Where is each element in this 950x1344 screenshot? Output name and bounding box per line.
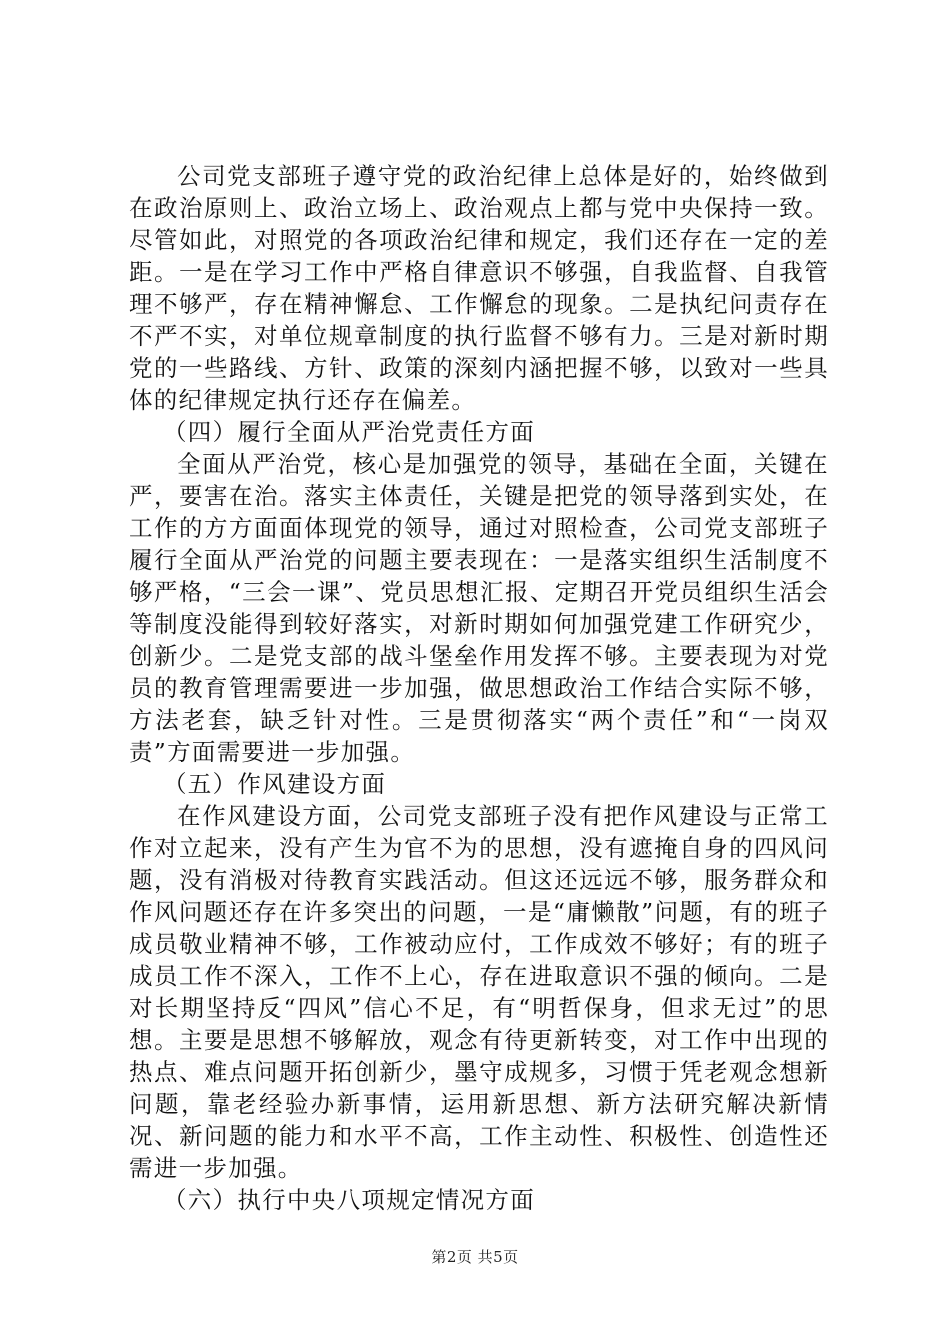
- page-footer: 第2页 共5页: [431, 1248, 519, 1266]
- document-body: [129, 160, 829, 1216]
- paragraph-party-governance: 全面从严治党，核心是加强党的领导，基础在全面，关键在严，要害在治。落实主体责任，关键是把党的领导落到实处，在工作的方方面面体现党的领导，通过对照检查，公司党支部班子履行全面从严治党的问题主要表现在：一是落实组织生活制度不够严格，“三会一课”、党员思想汇报、定期召开党员组织生活会等制度没能得到较好落实，对新时期如何加强党建工作研究少，创新少。二是党支部的战斗堡垒作用发挥不够。主要表现为对党员的教育管理需要进一步加强，做思想政治工作结合实际不够，方法老套，缺乏针对性。三是贯彻落实“两个责任”和“一岗双责”方面需要进一步加强。: [129, 450, 829, 766]
- section-heading-4: （四）履行全面从严治党责任方面: [163, 418, 535, 446]
- section-heading-5: （五）作风建设方面: [163, 770, 387, 798]
- paragraph-political-discipline: 公司党支部班子遵守党的政治纪律上总体是好的，始终做到在政治原则上、政治立场上、政治观点上都与党中央保持一致。尽管如此，对照党的各项政治纪律和规定，我们还存在一定的差距。一是在学习工作中严格自律意识不够强，自我监督、自我管理不够严，存在精神懈怠、工作懈怠的现象。二是执纪问责存在不严不实，对单位规章制度的执行监督不够有力。三是对新时期党的一些路线、方针、政策的深刻内涵把握不够，以致对一些具体的纪律规定执行还存在偏差。: [129, 162, 829, 414]
- section-heading-6: （六）执行中央八项规定情况方面: [163, 1186, 535, 1214]
- paragraph-work-style: 在作风建设方面，公司党支部班子没有把作风建设与正常工作对立起来，没有产生为官不为的思想，没有遮掩自身的四风问题，没有消极对待教育实践活动。但这还远远不够，服务群众和作风问题还存在许多突出的问题，一是“庸懒散”问题，有的班子成员敬业精神不够，工作被动应付，工作成效不够好；有的班子成员工作不深入，工作不上心，存在进取意识不强的倾向。二是对长期坚持反“四风”信心不足，有“明哲保身，但求无过”的思想。主要是思想不够解放，观念有待更新转变，对工作中出现的热点、难点问题开拓创新少，墨守成规多，习惯于凭老观念想新问题，靠老经验办新事情，运用新思想、新方法研究解决新情况、新问题的能力和水平不高，工作主动性、积极性、创造性还需进一步加强。: [129, 802, 829, 1182]
